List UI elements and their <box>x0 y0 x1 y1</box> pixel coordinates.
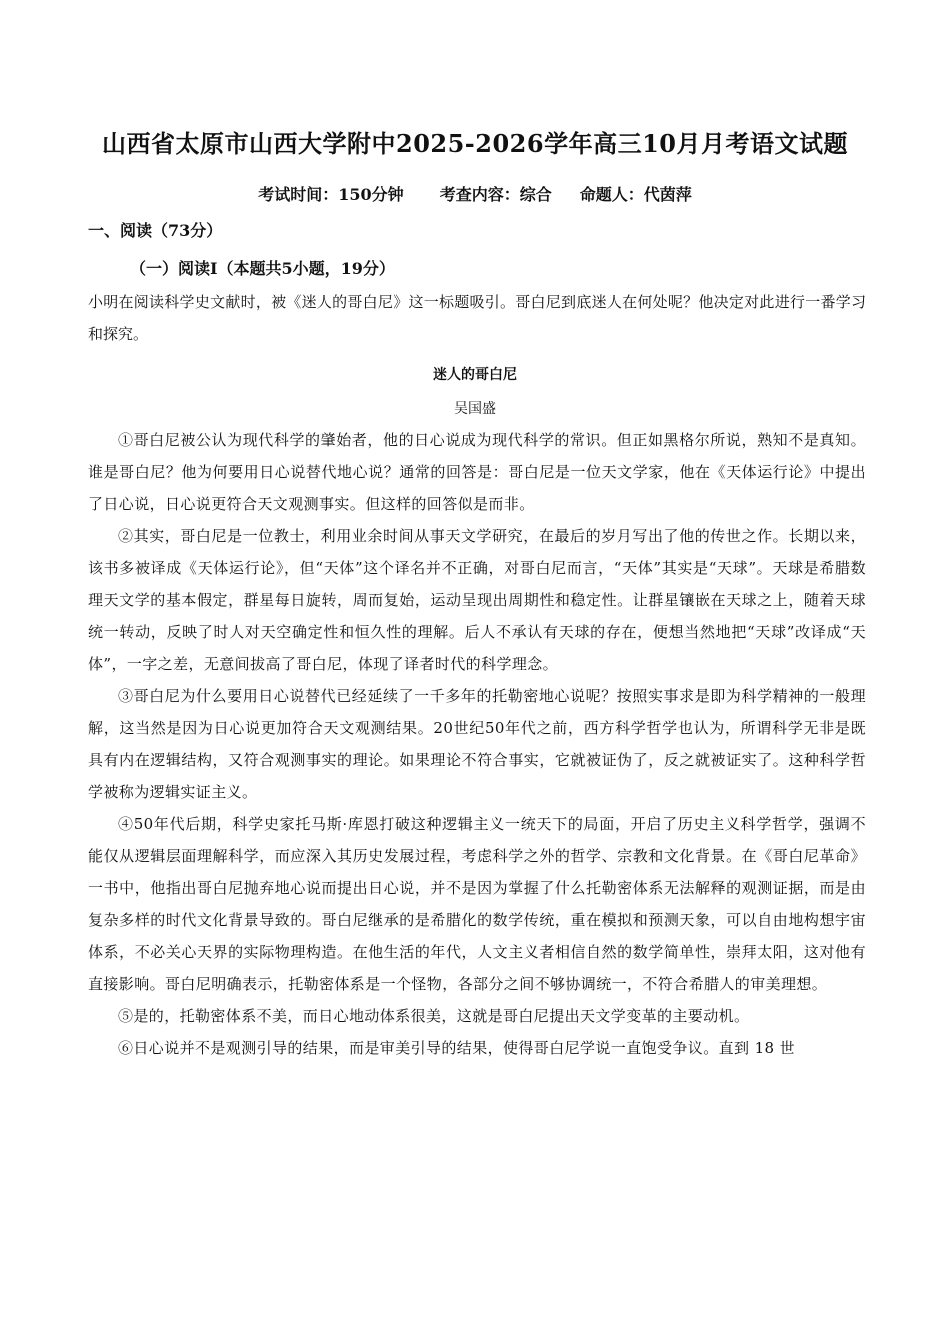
exam-time: 考试时间：150分钟 <box>258 185 404 204</box>
section-heading: 一、阅读（73分） <box>88 221 223 240</box>
article-paragraph-6: ⑥日心说并不是观测引导的结果，而是审美引导的结果，使得哥白尼学说一直饱受争议。直到 18 世 <box>118 1039 796 1057</box>
article-paragraph-4: ④50年代后期，科学史家托马斯·库恩打破这种逻辑主义一统天下的局面，开启了历史主义科学哲学，强调不能仅从逻辑层面理解科学，而应深入其历史发展过程，考虑科学之外的哲学、宗教和文化背景。在《哥白尼革命》一书中，他指出哥白尼抛弃地心说而提出日心说，并不是因为掌握了什么托勒密体系无法解释的观测证据，而是由复杂多样的时代文化背景导致的。哥白尼继承的是希腊化的数学传统，重在模拟和预测天象，可以自由地构想宇宙体系，不必关心天界的实际物理构造。在他生活的年代，人文主义者相信自然的数学简单性，崇拜太阳，这对他有直接影响。哥白尼明确表示，托勒密体系是一个怪物，各部分之间不够协调统一，不符合希腊人的审美理想。 <box>88 815 866 993</box>
article-body <box>88 424 866 1064</box>
exam-content: 考查内容：综合 <box>439 185 552 204</box>
intro-paragraph: 小明在阅读科学史文献时，被《迷人的哥白尼》这一标题吸引。哥白尼到底迷人在何处呢？他决定对此进行一番学习和探究。 <box>88 293 866 343</box>
subsection-heading: （一）阅读Ⅰ（本题共5小题，19分） <box>130 259 395 278</box>
article-paragraph-2: ②其实，哥白尼是一位教士，利用业余时间从事天文学研究，在最后的岁月写出了他的传世之作。长期以来，该书多被译成《天体运行论》，但“天体”这个译名并不正确，对哥白尼而言，“天体”其实是“天球”。天球是希腊数理天文学的基本假定，群星每日旋转，周而复始，运动呈现出周期性和稳定性。让群星镶嵌在天球之上，随着天球统一转动，反映了时人对天空确定性和恒久性的理解。后人不承认有天球的存在，便想当然地把“天球”改译成“天体”，一字之差，无意间拔高了哥白尼，体现了译者时代的科学理念。 <box>88 527 866 673</box>
article-paragraph-1: ①哥白尼被公认为现代科学的肇始者，他的日心说成为现代科学的常识。但正如黑格尔所说，熟知不是真知。谁是哥白尼？他为何要用日心说替代地心说？通常的回答是：哥白尼是一位天文学家，他在《天体运行论》中提出了日心说，日心说更符合天文观测事实。但这样的回答似是而非。 <box>88 431 866 513</box>
exam-title: 山西省太原市山西大学附中2025-2026学年高三10月月考语文试题 <box>102 129 848 158</box>
article-paragraph-5: ⑤是的，托勒密体系不美，而日心地动体系很美，这就是哥白尼提出天文学变革的主要动机。 <box>118 1007 750 1025</box>
exam-author: 命题人：代茵萍 <box>579 185 692 204</box>
article-paragraph-3: ③哥白尼为什么要用日心说替代已经延续了一千多年的托勒密地心说呢？按照实事求是即为科学精神的一般理解，这当然是因为日心说更加符合天文观测结果。20世纪50年代之前，西方科学哲学也认为，所谓科学无非是既具有内在逻辑结构，又符合观测事实的理论。如果理论不符合事实，它就被证伪了，反之就被证实了。这种科学哲学被称为逻辑实证主义。 <box>88 687 866 801</box>
article-title: 迷人的哥白尼 <box>433 367 517 383</box>
exam-meta <box>0 182 950 205</box>
article-author: 吴国盛 <box>454 401 496 417</box>
